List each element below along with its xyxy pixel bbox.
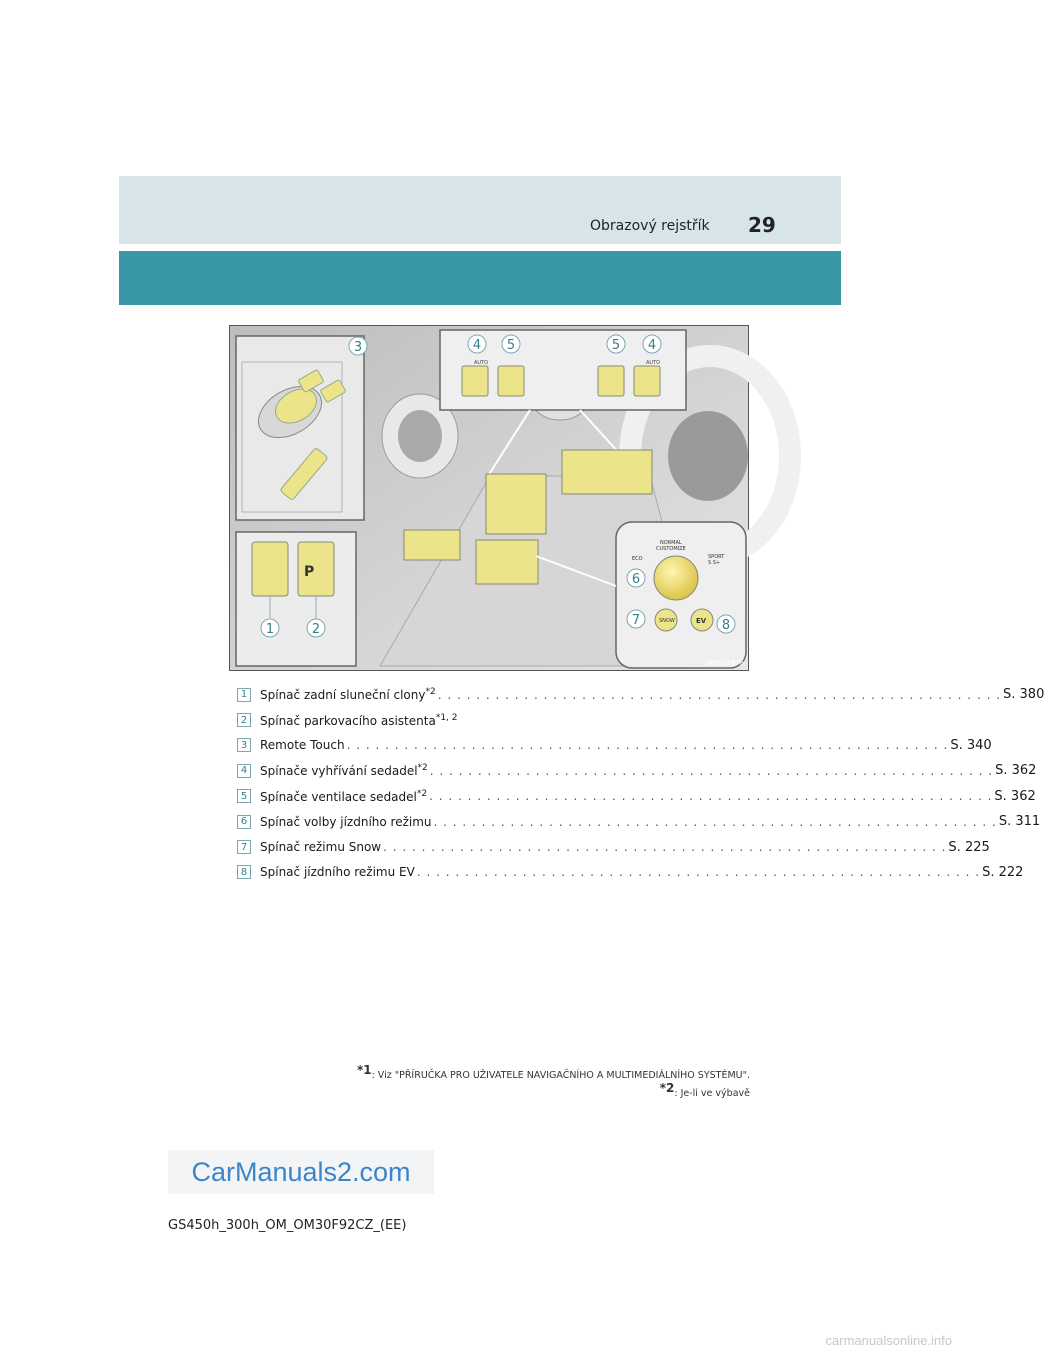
normal-label: NORMAL <box>660 540 682 546</box>
item-label: Spínač zadní sluneční clony$^{*2}$ <box>260 687 436 703</box>
seat-heater-switch-right <box>634 366 660 396</box>
item-number: 3 <box>237 738 251 752</box>
vent-left-inner <box>398 410 442 462</box>
list-item <box>237 860 1024 885</box>
drive-mode-knob <box>654 556 698 600</box>
header-band <box>119 176 841 244</box>
auto-label-right: AUTO <box>646 360 661 366</box>
index-list <box>237 682 1044 885</box>
item-number: 4 <box>237 764 251 778</box>
sport-label: SPORT <box>708 554 725 560</box>
document-id: GS450h_300h_OM_OM30F92CZ_(EE) <box>168 1218 407 1233</box>
item-label: Spínač volby jízdního režimu <box>260 814 432 829</box>
item-label: Spínače ventilace sedadel$^{*2}$ <box>260 788 428 804</box>
eco-label: ECO <box>632 556 643 562</box>
callout-7-label: 7 <box>631 613 641 628</box>
page-reference: S. 311 <box>998 814 1041 830</box>
item-label: Spínače vyhřívání sedadel$^{*2}$ <box>260 763 428 779</box>
seat-vent-switch-right <box>598 366 624 396</box>
item-number: 7 <box>237 840 251 854</box>
callout-4-label: 4 <box>472 338 482 353</box>
callout-5-label: 5 <box>611 338 621 353</box>
callout-8-label: 8 <box>721 618 731 633</box>
page-reference: S. 362 <box>995 763 1037 779</box>
page-number: 29 <box>748 213 776 237</box>
console-illustration <box>229 325 749 671</box>
header-accent-bar <box>119 251 841 305</box>
list-item <box>237 707 723 732</box>
page-reference: S. 225 <box>948 839 990 855</box>
item-number: 5 <box>237 789 251 803</box>
list-item <box>237 682 1044 707</box>
list-item <box>237 733 992 758</box>
page-reference: S. 380 <box>1003 687 1044 703</box>
item-footnote-mark: *2 <box>425 687 436 698</box>
leader-dots: . . . . . . . . . . . . . . . . . . . . . . . . . . . . . . . . . . . . . . . . . . . . . . . . . . . . . . . . . . . <box>437 687 1002 702</box>
leader-dots: . . . . . . . . . . . . . . . . . . . . . . . . . . . . . . . . . . . . . . . . . . . . . . . . . . . . . . . . . . . <box>429 763 994 778</box>
item-number: 8 <box>237 865 251 879</box>
item-footnote-mark: *1, 2 <box>435 712 458 723</box>
callout-5-label: 5 <box>506 338 516 353</box>
leader-dots: . . . . . . . . . . . . . . . . . . . . . . . . . . . . . . . . . . . . . . . . . . . . . . . . . . . . . . . . . . . <box>416 865 981 880</box>
console-rear-switches <box>404 530 460 560</box>
console-drawing <box>230 326 748 670</box>
page-reference: S. 340 <box>950 737 992 753</box>
footnote-1: $^{*1}$: Viz "PŘÍRUČKA PRO UŽIVATELE NAVIGAČNÍHO A MULTIMEDIÁLNÍHO SYSTÉMU". <box>356 1063 750 1082</box>
console-seat-switches <box>562 450 652 494</box>
seat-heater-switch-left <box>462 366 488 396</box>
illustration-code: INPGS167a <box>704 659 744 667</box>
item-label: Spínač režimu Snow <box>260 840 382 855</box>
page-reference: S. 362 <box>994 788 1036 804</box>
rear-sunshade-switch <box>252 542 288 596</box>
customize-label: CUSTOMIZE <box>656 546 686 552</box>
watermark-link[interactable]: CarManuals2.com <box>168 1150 434 1194</box>
item-label: Spínač parkovacího asistenta$^{*1, 2}$ <box>260 712 458 728</box>
item-number: 2 <box>237 713 251 727</box>
list-item <box>237 809 1041 834</box>
footnote-2: $^{*2}$: Je-li ve výbavě <box>659 1081 750 1100</box>
item-label: Remote Touch <box>260 738 345 753</box>
snow-label: SNOW <box>659 618 675 624</box>
console-drive-knob <box>476 540 538 584</box>
page-reference: S. 222 <box>982 864 1024 880</box>
console-remote-touch <box>486 474 546 534</box>
site-watermark: carmanualsonline.info <box>825 1333 952 1348</box>
list-item <box>237 758 1037 783</box>
parking-p-label: P <box>304 564 315 580</box>
callout-1-label: 1 <box>265 622 275 637</box>
ev-label: EV <box>696 617 707 625</box>
callout-4-label: 4 <box>647 338 657 353</box>
item-number: 1 <box>237 688 251 702</box>
callout-2-label: 2 <box>311 622 321 637</box>
section-title: Obrazový rejstřík <box>590 218 710 234</box>
callout-3-label: 3 <box>353 340 363 355</box>
list-item <box>237 784 1036 809</box>
item-footnote-mark: *2 <box>416 788 428 799</box>
leader-dots: . . . . . . . . . . . . . . . . . . . . . . . . . . . . . . . . . . . . . . . . . . . . . . . . . . . . . . . . . . . <box>433 814 997 829</box>
item-footnote-mark: *2 <box>417 763 428 774</box>
wheel-hub <box>668 411 748 501</box>
leader-dots: . . . . . . . . . . . . . . . . . . . . . . . . . . . . . . . . . . . . . . . . . . . . . . . . . . . . . . . . . . . <box>429 789 993 804</box>
leader-dots: . . . . . . . . . . . . . . . . . . . . . . . . . . . . . . . . . . . . . . . . . . . . . . . . . . . . . . . . . . . . . . . <box>346 738 949 753</box>
callout-6-label: 6 <box>631 572 641 587</box>
sport-sub-label: S S+ <box>708 560 721 566</box>
item-number: 6 <box>237 815 251 829</box>
leader-dots: . . . . . . . . . . . . . . . . . . . . . . . . . . . . . . . . . . . . . . . . . . . . . . . . . . . . . . . . . . . <box>383 840 947 855</box>
item-label: Spínač jízdního režimu EV <box>260 865 415 880</box>
list-item <box>237 834 990 859</box>
auto-label-left: AUTO <box>474 360 489 366</box>
seat-vent-switch-left <box>498 366 524 396</box>
